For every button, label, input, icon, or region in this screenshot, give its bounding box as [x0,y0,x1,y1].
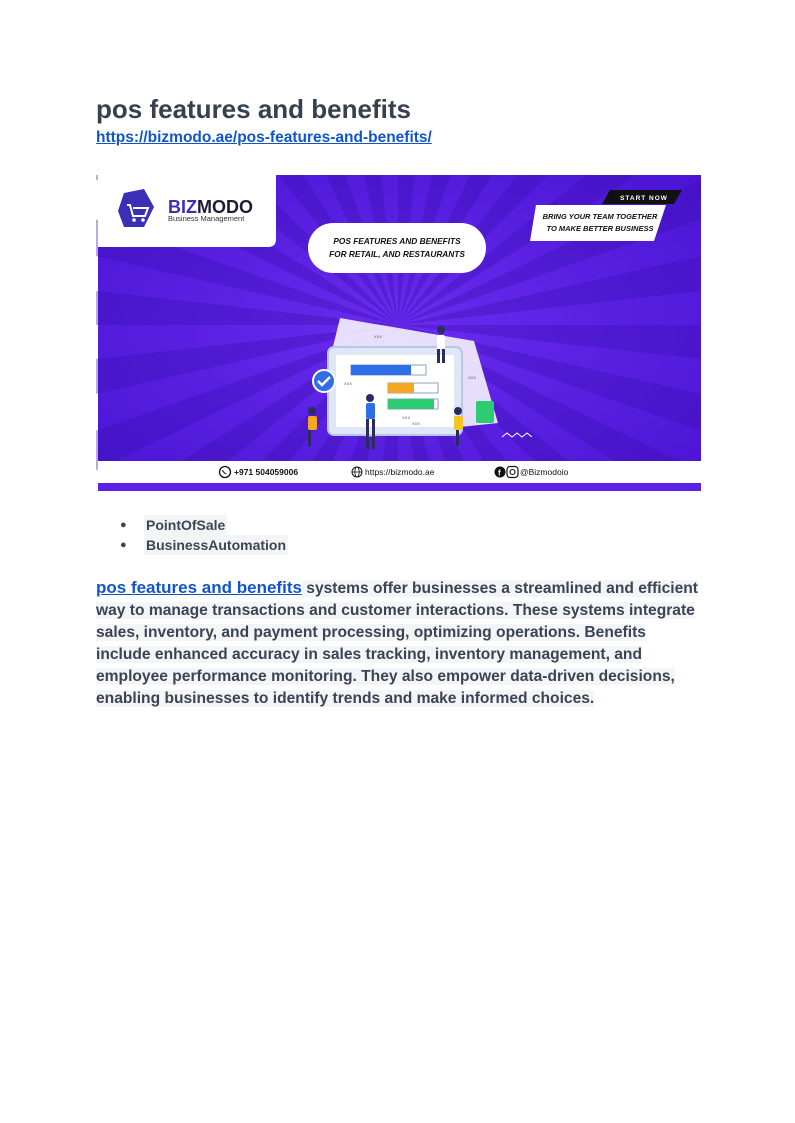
contact-phone: +971 504059006 [234,467,299,477]
page-url-link[interactable]: https://bizmodo.ae/pos-features-and-benefits/ [96,129,432,146]
facebook-icon [495,467,506,478]
contact-website: https://bizmodo.ae [365,467,435,477]
headline-bubble [308,223,486,273]
plant-icon [476,401,494,423]
svg-text:f: f [498,468,501,478]
tag-label: PointOfSale [146,517,226,533]
headline-line2: FOR RETAIL, AND RESTAURANTS [329,249,465,259]
logo-brand-part2: MODO [197,197,253,217]
bullet-icon: ● [120,539,127,551]
cta-panel [530,205,666,241]
body-link[interactable]: pos features and benefits [96,578,302,597]
chart-bar-orange [388,383,414,393]
chart-bar-blue [351,365,411,375]
headline-line1: POS FEATURES AND BENEFITS [333,236,461,246]
tag-label: BusinessAutomation [146,537,287,553]
chart-label-3: XXX [468,375,477,380]
body-paragraph [96,577,701,710]
chart-label-1: XXX [374,334,383,339]
contact-social: @Bizmodoio [520,467,569,477]
body-text: systems offer businesses a streamlined and efficient way to manage transactions and customer interactions. These systems integrate sales, inventory, and payment processing, optimizing operations. Benefits include enhanced accuracy in sales tracking, inventory management, and employee performance monitoring. They also empower data-driven decisions, enabling businesses to identify trends and make informed choices. [96,580,698,707]
banner-image [96,175,701,491]
chart-label-4: XXX [402,415,411,420]
check-badge-icon [313,370,335,392]
chart-label-2: XXX [344,381,353,386]
logo-brand-part1: BIZ [168,197,197,217]
bullet-icon: ● [120,519,127,531]
cta-line1: BRING YOUR TEAM TOGETHER [542,212,658,221]
page-title: pos features and benefits [96,94,411,124]
cta-line2: TO MAKE BETTER BUSINESS [546,224,654,233]
chart-bar-green [388,399,434,409]
chart-label-5: XXX [412,421,421,426]
start-now-label: START NOW [620,195,668,202]
logo-tagline: Business Management [168,214,245,223]
